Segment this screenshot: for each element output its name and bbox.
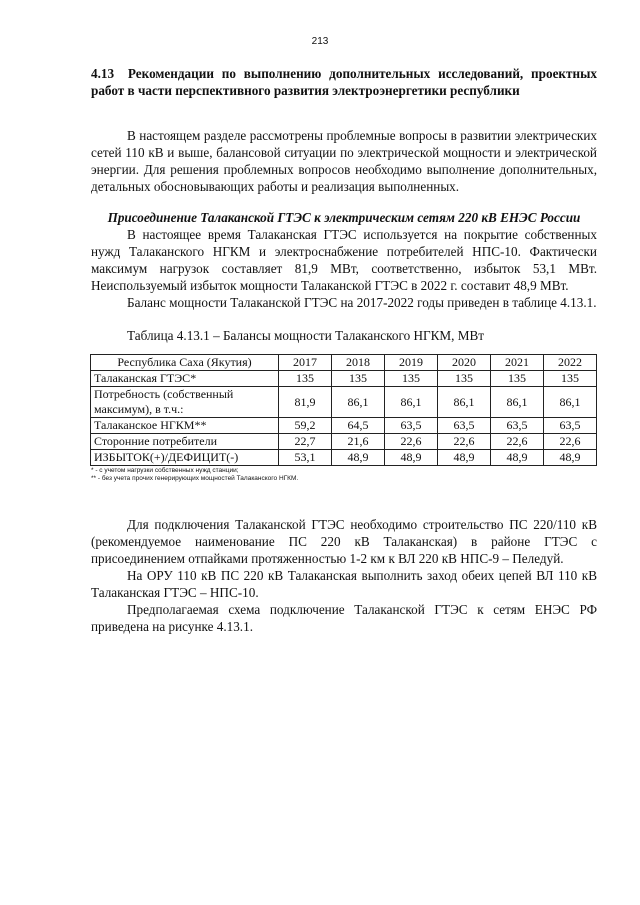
header-cell: 2022 (544, 355, 597, 371)
table-cell: 59,2 (279, 418, 332, 434)
table-cell: 48,9 (385, 450, 438, 466)
table-row (91, 387, 597, 418)
table-note: ** - без учета прочих генерирующих мощностей Талаканского НГКМ. (91, 475, 299, 482)
table-cell: 63,5 (385, 418, 438, 434)
table-cell: 48,9 (544, 450, 597, 466)
paragraph-3: Для подключения Талаканской ГТЭС необходимо строительство ПС 220/110 кВ (рекомендуемое наименование ПС 220 кВ Талаканская) в районе ГТЭС с присоединением отпайками протяженностью 1-2 км к ВЛ 220 кВ НПС-9 – Пеледуй. (91, 517, 597, 566)
table-row (91, 450, 597, 466)
table-cell: 63,5 (438, 418, 491, 434)
table-cell: 135 (279, 371, 332, 387)
section-number: 4.13 (91, 66, 115, 81)
subheading: Присоединение Талаканской ГТЭС к электрическим сетям 220 кВ ЕНЭС России (107, 210, 581, 225)
table-cell: 48,9 (332, 450, 385, 466)
table-cell: 53,1 (279, 450, 332, 466)
table-cell: 21,6 (332, 434, 385, 450)
table-note: * - с учетом нагрузки собственных нужд станции; (91, 467, 239, 474)
table-cell: 135 (544, 371, 597, 387)
table-cell: 63,5 (491, 418, 544, 434)
table-cell: 22,6 (491, 434, 544, 450)
table-cell: 86,1 (491, 387, 544, 418)
header-cell: 2019 (385, 355, 438, 371)
row-label: ИЗБЫТОК(+)/ДЕФИЦИТ(-) (91, 450, 279, 466)
row-label: Потребность (собственный максимум), в т.ч.: (91, 387, 279, 418)
table-cell: 22,7 (279, 434, 332, 450)
table-cell: 86,1 (438, 387, 491, 418)
balance-table (90, 354, 597, 466)
table-row (91, 371, 597, 387)
table-cell: 22,6 (385, 434, 438, 450)
header-cell: 2018 (332, 355, 385, 371)
table-cell: 135 (438, 371, 491, 387)
page-content (91, 65, 597, 635)
paragraph-4: На ОРУ 110 кВ ПС 220 кВ Талаканская выполнить заход обеих цепей ВЛ 110 кВ Талаканская ГТЭС – НПС-10. (91, 568, 597, 600)
row-label: Талаканская ГТЭС* (91, 371, 279, 387)
row-label: Талаканское НГКМ** (91, 418, 279, 434)
table-cell: 135 (491, 371, 544, 387)
table-cell: 48,9 (438, 450, 491, 466)
table-cell: 48,9 (491, 450, 544, 466)
table-row (91, 434, 597, 450)
table-row (91, 418, 597, 434)
table-cell: 86,1 (385, 387, 438, 418)
header-cell: 2021 (491, 355, 544, 371)
section-title: Рекомендации по выполнению дополнительных исследований, проектных работ в части перспективного развития электроэнергетики республики (91, 66, 598, 98)
page-number: 213 (311, 36, 329, 47)
table-cell: 86,1 (332, 387, 385, 418)
table-cell: 63,5 (544, 418, 597, 434)
table-notes (91, 467, 597, 483)
header-cell: 2020 (438, 355, 491, 371)
table-cell: 86,1 (544, 387, 597, 418)
table-cell: 135 (385, 371, 438, 387)
paragraph-2: Баланс мощности Талаканской ГТЭС на 2017-2022 годы приведен в таблице 4.13.1. (127, 295, 597, 310)
intro-paragraph: В настоящем разделе рассмотрены проблемные вопросы в развитии электрических сетей 110 кВ и выше, балансовой ситуации по электрической мощности и электрической энергии. Для решения проблемных вопросов необходимо выполнение дополнительных, детальных обосновывающих работы и реализация выполненных. (91, 128, 597, 194)
table-cell: 64,5 (332, 418, 385, 434)
table-header-row (91, 355, 597, 371)
table-cell: 135 (332, 371, 385, 387)
header-cell: 2017 (279, 355, 332, 371)
section-heading (91, 65, 597, 99)
table-caption: Таблица 4.13.1 – Балансы мощности Талаканского НГКМ, МВт (127, 328, 485, 343)
row-label: Сторонние потребители (91, 434, 279, 450)
table-cell: 22,6 (544, 434, 597, 450)
paragraph-5: Предполагаемая схема подключение Талаканской ГТЭС к сетям ЕНЭС РФ приведена на рисунке 4.13.1. (91, 602, 597, 634)
header-cell: Республика Саха (Якутия) (91, 355, 279, 371)
paragraph-1: В настоящее время Талаканская ГТЭС используется на покрытие собственных нужд Талаканского НГКМ и электроснабжение потребителей НПС-10. Фактически максимум нагрузок составляет 81,9 МВт, соответственно, избыток 53,1 МВт. Неиспользуемый избыток мощности Талаканской ГТЭС в 2022 г. составит 48,9 МВт. (91, 227, 597, 293)
table-cell: 22,6 (438, 434, 491, 450)
table-cell: 81,9 (279, 387, 332, 418)
